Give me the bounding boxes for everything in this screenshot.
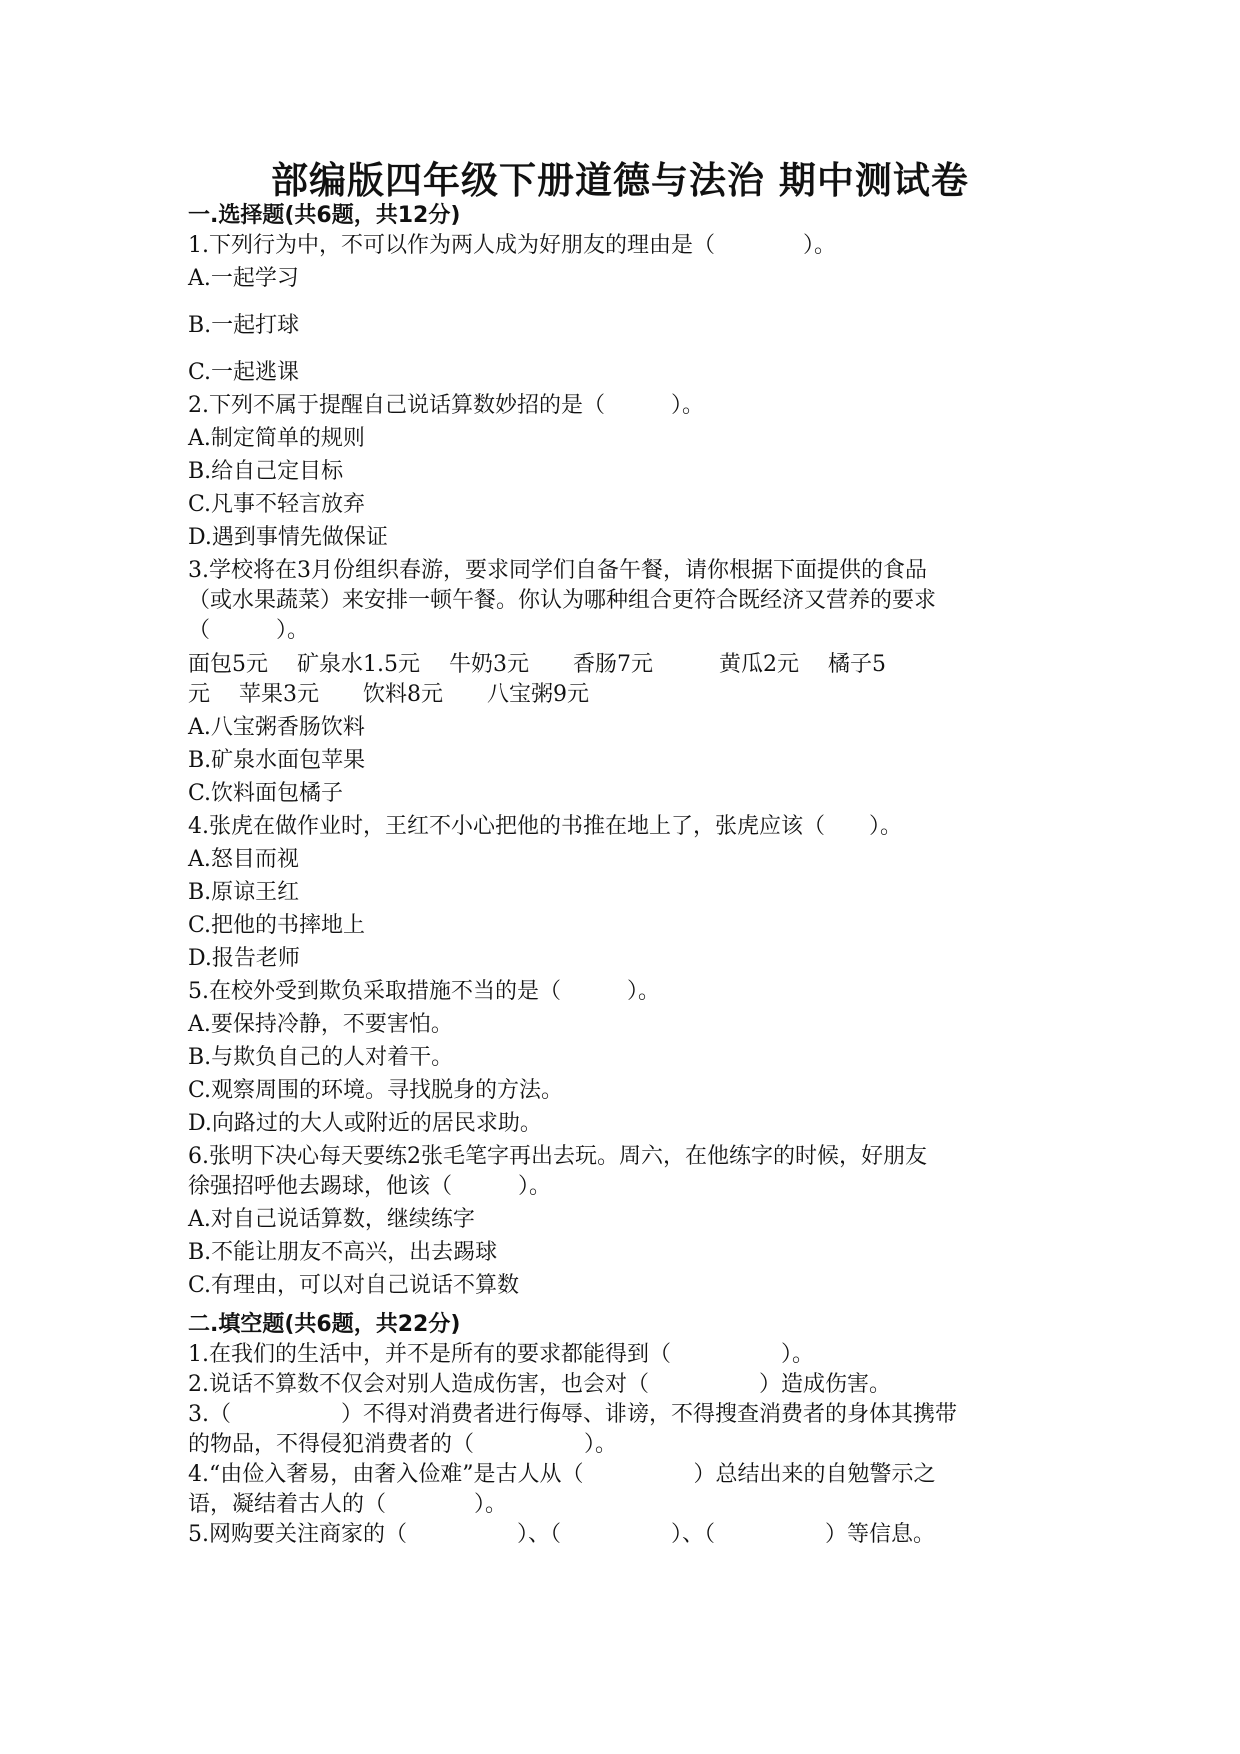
fill-question-2: 2.说话不算数不仅会对别人造成伤害，也会对（ ）造成伤害。 xyxy=(188,1372,891,1397)
question-2-option-c: C.凡事不轻言放弃 xyxy=(188,492,366,517)
question-5-option-c: C.观察周围的环境。寻找脱身的方法。 xyxy=(188,1078,564,1103)
section-heading-choice: 一.选择题(共6题，共12分) xyxy=(188,203,461,228)
fill-question-4-line-1: 4.“由俭入奢易，由奢入俭难”是古人从（ ）总结出来的自勉警示之 xyxy=(188,1462,936,1487)
question-3-stem-line-3: （ ）。 xyxy=(188,618,310,643)
question-3-option-b: B.矿泉水面包苹果 xyxy=(188,748,366,773)
question-5-option-d: D.向路过的大人或附近的居民求助。 xyxy=(188,1111,542,1136)
question-3-menu-line-2: 元 苹果3元 饮料8元 八宝粥9元 xyxy=(188,682,589,707)
fill-question-5: 5.网购要关注商家的（ ）、（ ）、（ ）等信息。 xyxy=(188,1522,935,1547)
question-2-stem: 2.下列不属于提醒自己说话算数妙招的是（ ）。 xyxy=(188,393,704,418)
fill-question-4-line-2: 语，凝结着古人的（ ）。 xyxy=(188,1492,508,1517)
question-2-option-a: A.制定简单的规则 xyxy=(188,426,365,451)
question-4-option-c: C.把他的书摔地上 xyxy=(188,913,366,938)
question-5-stem: 5.在校外受到欺负采取措施不当的是（ ）。 xyxy=(188,979,660,1004)
question-3-option-c: C.饮料面包橘子 xyxy=(188,781,344,806)
question-1-stem: 1.下列行为中，不可以作为两人成为好朋友的理由是（ ）。 xyxy=(188,233,836,258)
question-6-option-c: C.有理由，可以对自己说话不算数 xyxy=(188,1273,520,1298)
fill-question-3-line-1: 3.（ ）不得对消费者进行侮辱、诽谤，不得搜查消费者的身体其携带 xyxy=(188,1402,957,1427)
exam-title: 部编版四年级下册道德与法治 期中测试卷 xyxy=(271,159,969,202)
fill-question-1: 1.在我们的生活中，并不是所有的要求都能得到（ ）。 xyxy=(188,1342,814,1367)
question-5-option-a: A.要保持冷静，不要害怕。 xyxy=(188,1012,453,1037)
question-1-option-b: B.一起打球 xyxy=(188,313,300,338)
question-1-option-c: C.一起逃课 xyxy=(188,360,300,385)
question-4-option-d: D.报告老师 xyxy=(188,946,300,971)
question-6-option-a: A.对自己说话算数，继续练字 xyxy=(188,1207,475,1232)
question-1-option-a: A.一起学习 xyxy=(188,266,299,291)
question-3-option-a: A.八宝粥香肠饮料 xyxy=(188,715,365,740)
fill-question-3-line-2: 的物品，不得侵犯消费者的（ ）。 xyxy=(188,1432,618,1457)
question-5-option-b: B.与欺负自己的人对着干。 xyxy=(188,1045,454,1070)
question-6-stem-line-2: 徐强招呼他去踢球，他该（ ）。 xyxy=(188,1174,552,1199)
question-6-option-b: B.不能让朋友不高兴，出去踢球 xyxy=(188,1240,498,1265)
question-2-option-b: B.给自己定目标 xyxy=(188,459,344,484)
question-3-menu-line-1: 面包5元 矿泉水1.5元 牛奶3元 香肠7元 黄瓜2元 橘子5 xyxy=(188,652,886,677)
question-4-option-a: A.怒目而视 xyxy=(188,847,299,872)
question-2-option-d: D.遇到事情先做保证 xyxy=(188,525,388,550)
question-4-option-b: B.原谅王红 xyxy=(188,880,300,905)
question-3-stem-line-2: （或水果蔬菜）来安排一顿午餐。你认为哪种组合更符合既经济又营养的要求 xyxy=(188,588,937,613)
question-3-stem-line-1: 3.学校将在3月份组织春游，要求同学们自备午餐，请你根据下面提供的食品 xyxy=(188,558,927,583)
question-6-stem-line-1: 6.张明下决心每天要练2张毛笔字再出去玩。周六，在他练字的时候，好朋友 xyxy=(188,1144,927,1169)
section-heading-fill-blank: 二.填空题(共6题，共22分) xyxy=(188,1312,461,1337)
question-4-stem: 4.张虎在做作业时，王红不小心把他的书推在地上了，张虎应该（ ）。 xyxy=(188,814,902,839)
